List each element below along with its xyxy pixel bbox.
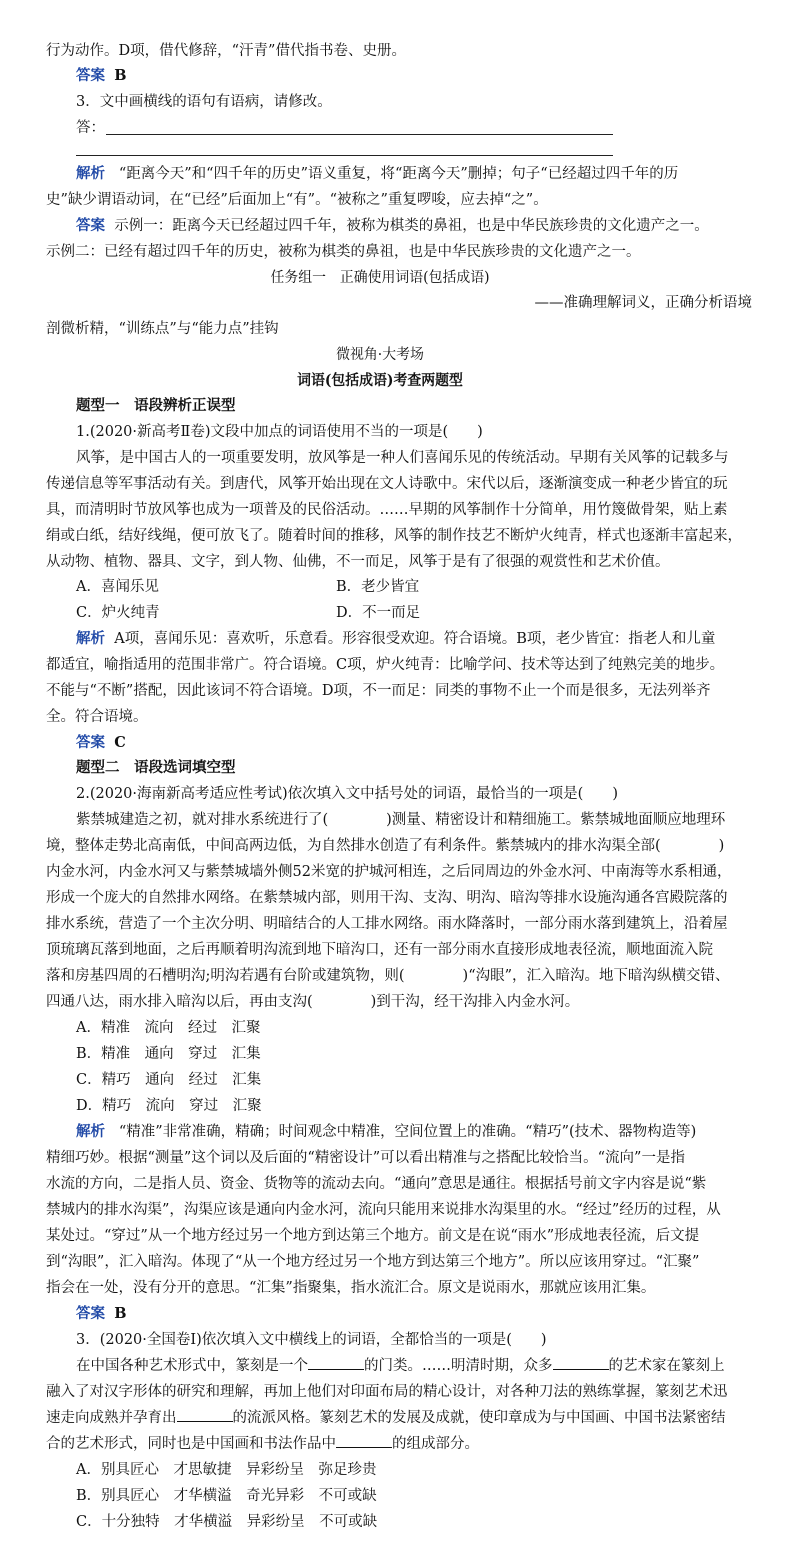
passage-line: 紫禁城建造之初，就对排水系统进行了( )测量、精密设计和精细施工。紫禁城地面顺应地理环 (76, 812, 726, 828)
answer-line (76, 1304, 126, 1324)
analysis-text-cont: 禁城内的排水沟渠”，沟渠应该是通向内金水河，流向只能用来说排水沟渠里的水。“经过”经历的过程，从 (46, 1202, 721, 1218)
passage-line: 形成一个庞大的自然排水网络。在紫禁城内部，则用干沟、支沟、明沟、暗沟等排水设施沟通各宫殿院落的 (46, 890, 728, 906)
option-a: A．喜闻乐见 (76, 579, 159, 595)
answer-label: 答案 (76, 734, 105, 751)
answer-label: 答案 (76, 217, 105, 234)
analysis-line (76, 1122, 696, 1142)
answer-value: B (114, 67, 127, 84)
fill-blank (177, 1408, 233, 1422)
exam-types-title: 词语(包括成语)考查两题型 (297, 372, 463, 389)
question-3-prompt: 3．文中画横线的语句有语病，请修改。 (76, 94, 332, 110)
analysis-text-cont: 指会在一处，没有分开的意思。“汇集”指聚集，指水流汇合。原文是说雨水，那就应该用汇集。 (46, 1280, 656, 1296)
option-c: C．十分独特 才华横溢 异彩纷呈 不可或缺 (76, 1514, 378, 1530)
analysis-label: 解析 (76, 1123, 105, 1140)
passage-line: 内金水河，内金水河又与紫禁城墙外侧52米宽的护城河相连，之后同周边的外金水河、中南海等水系相通， (46, 864, 732, 880)
passage-segment: 的组成部分。 (392, 1436, 479, 1452)
options-row (76, 603, 420, 623)
question-1-stem: 1.(2020·新高考Ⅱ卷)文段中加点的词语使用不当的一项是( ) (76, 424, 483, 440)
fill-blank (336, 1434, 392, 1448)
question-2-stem: 2.(2020·海南新高考适应性考试)依次填入文中括号处的词语，最恰当的一项是( ) (76, 786, 618, 802)
micro-view-title: 微视角·大考场 (336, 347, 424, 363)
task-group-title: 任务组一 正确使用词语(包括成语) (270, 270, 490, 286)
option-a: A．别具匠心 才思敏捷 异彩纷呈 弥足珍贵 (76, 1462, 377, 1478)
question-3-stem: 3．(2020·全国卷Ⅰ)依次填入文中横线上的词语，全都恰当的一项是( ) (76, 1332, 547, 1348)
analysis-label: 解析 (76, 630, 105, 647)
passage-line: 从动物、植物、器具、文字，到人物、仙佛，不一而足，风筝于是有了很强的观赏性和艺术价值。 (46, 554, 670, 570)
analysis-line (76, 164, 678, 184)
fill-blank (553, 1356, 609, 1370)
passage-line (46, 1434, 479, 1454)
option-d: D．不一而足 (336, 605, 421, 621)
analysis-text-cont: 某处过。“穿过”从一个地方经过另一个地方到达第三个地方。前文是在说“雨水”形成地表径流，后文提 (46, 1228, 700, 1244)
answer-label: 答案 (76, 67, 105, 84)
answer-example-2: 示例二：已经有超过四千年的历史，被称为棋类的鼻祖，也是中华民族珍贵的文化遗产之一。 (46, 244, 641, 260)
continued-analysis-line: 行为动作。D项，借代修辞，“汗青”借代指书卷、史册。 (46, 43, 406, 59)
analysis-text-cont: 史”缺少谓语动词，在“已经”后面加上“有”。“被称之”重复啰唆，应去掉“之”。 (46, 192, 548, 208)
answer-line (76, 66, 126, 86)
answer-line (76, 733, 126, 753)
passage-segment: 的门类。……明清时期，众多 (364, 1358, 553, 1374)
type-1-label: 题型一 语段辨析正误型 (76, 397, 236, 414)
section-intro: 剖微析精，“训练点”与“能力点”挂钩 (46, 321, 279, 337)
passage-line (76, 1356, 725, 1376)
analysis-text: A项，喜闻乐见：喜欢听，乐意看。形容很受欢迎。符合语境。B项，老少皆宜：指老人和儿童 (114, 631, 716, 647)
passage-line: 风筝，是中国古人的一项重要发明，放风筝是一种人们喜闻乐见的传统活动。早期有关风筝的记载多与 (76, 450, 729, 466)
passage-segment: 速走向成熟并孕育出 (46, 1410, 177, 1426)
passage-line: 落和房基四周的石槽明沟;明沟若遇有台阶或建筑物，则( )“沟眼”，汇入暗沟。地下暗沟纵横交错、 (46, 968, 730, 984)
task-group-subtitle: ——准确理解词义，正确分析语境 (534, 295, 752, 311)
passage-line: 融入了对汉字形体的研究和理解，再加上他们对印面布局的精心设计，对各种刀法的熟练掌握，篆刻艺术迅 (46, 1384, 728, 1400)
fill-blank (308, 1356, 364, 1370)
option-c: C．炉火纯青 (76, 605, 160, 621)
analysis-text-cont: 不能与“不断”搭配，因此该词不符合语境。D项，不一而足：同类的事物不止一个而是很多，无法列举齐 (46, 683, 711, 699)
analysis-text: “距离今天”和“四千年的历史”语义重复，将“距离今天”删掉；句子“已经超过四千年的历 (118, 166, 679, 182)
answer-label: 答案 (76, 1305, 105, 1322)
passage-line (46, 1408, 726, 1428)
option-d: D．精巧 流向 穿过 汇聚 (76, 1098, 262, 1114)
answer-blank-line-2 (76, 155, 613, 156)
option-a: A．精准 流向 经过 汇聚 (76, 1020, 261, 1036)
passage-line: 具，而清明时节放风筝也成为一项普及的民俗活动。……早期的风筝制作十分简单，用竹篾做骨架，贴上素 (46, 502, 728, 518)
analysis-text-cont: 全。符合语境。 (46, 709, 148, 725)
analysis-text: “精准”非常准确，精确；时间观念中精准，空间位置上的准确。“精巧”(技术、器物构造等) (118, 1124, 697, 1140)
passage-segment: 合的艺术形式，同时也是中国画和书法作品中 (46, 1436, 336, 1452)
passage-line: 境，整体走势北高南低，中间高两边低，为自然排水创造了有利条件。紫禁城内的排水沟渠全部( ) (46, 838, 725, 854)
answer-example-line (76, 216, 709, 236)
analysis-text-cont: 都适宜，喻指适用的范围非常广。符合语境。C项，炉火纯青：比喻学问、技术等达到了纯熟完美的地步。 (46, 657, 725, 673)
passage-line: 排水系统，营造了一个主次分明、明暗结合的人工排水网络。雨水降落时，一部分雨水落到建筑上，沿着屋 (46, 916, 728, 932)
analysis-text-cont: 到“沟眼”，汇入暗沟。体现了“从一个地方经过另一个地方到达第三个地方”。所以应该用穿过。“汇聚” (46, 1254, 700, 1270)
answer-prompt-label: 答： (76, 120, 105, 136)
answer-blank-line-1 (106, 134, 613, 135)
answer-value: C (114, 734, 126, 751)
passage-segment: 在中国各种艺术形式中，篆刻是一个 (76, 1358, 308, 1374)
option-b: B．老少皆宜 (336, 579, 420, 595)
passage-segment: 的艺术家在篆刻上 (608, 1358, 725, 1374)
analysis-line (76, 629, 715, 649)
analysis-text-cont: 水流的方向，二是指人员、资金、货物等的流动去向。“通向”意思是通往。根据括号前文字内容是说“紫 (46, 1176, 707, 1192)
option-b: B．别具匠心 才华横溢 奇光异彩 不可或缺 (76, 1488, 377, 1504)
option-c: C．精巧 通向 经过 汇集 (76, 1072, 262, 1088)
passage-line: 顶琉璃瓦落到地面，之后再顺着明沟流到地下暗沟口，还有一部分雨水直接形成地表径流，顺地面流入院 (46, 942, 713, 958)
passage-segment: 的流派风格。篆刻艺术的发展及成就，使印章成为与中国画、中国书法紧密结 (232, 1410, 726, 1426)
type-2-label: 题型二 语段选词填空型 (76, 759, 236, 776)
option-b: B．精准 通向 穿过 汇集 (76, 1046, 261, 1062)
passage-line: 绢或白纸，结好线绳，便可放飞了。随着时间的推移，风筝的制作技艺不断炉火纯青，样式也逐渐丰富起来， (46, 528, 742, 544)
answer-example-1: 示例一：距离今天已经超过四千年，被称为棋类的鼻祖，也是中华民族珍贵的文化遗产之一。 (114, 218, 709, 234)
options-row (76, 577, 419, 597)
passage-line: 四通八达，雨水排入暗沟以后，再由支沟( )到干沟，经干沟排入内金水河。 (46, 994, 580, 1010)
analysis-label: 解析 (76, 165, 105, 182)
analysis-text-cont: 精细巧妙。根据“测量”这个词以及后面的“精密设计”可以看出精准与之搭配比较恰当。“流向”一是指 (46, 1150, 685, 1166)
answer-value: B (114, 1305, 127, 1322)
passage-line: 传递信息等军事活动有关。到唐代，风筝开始出现在文人诗歌中。宋代以后，逐渐演变成一种老少皆宜的玩 (46, 476, 728, 492)
